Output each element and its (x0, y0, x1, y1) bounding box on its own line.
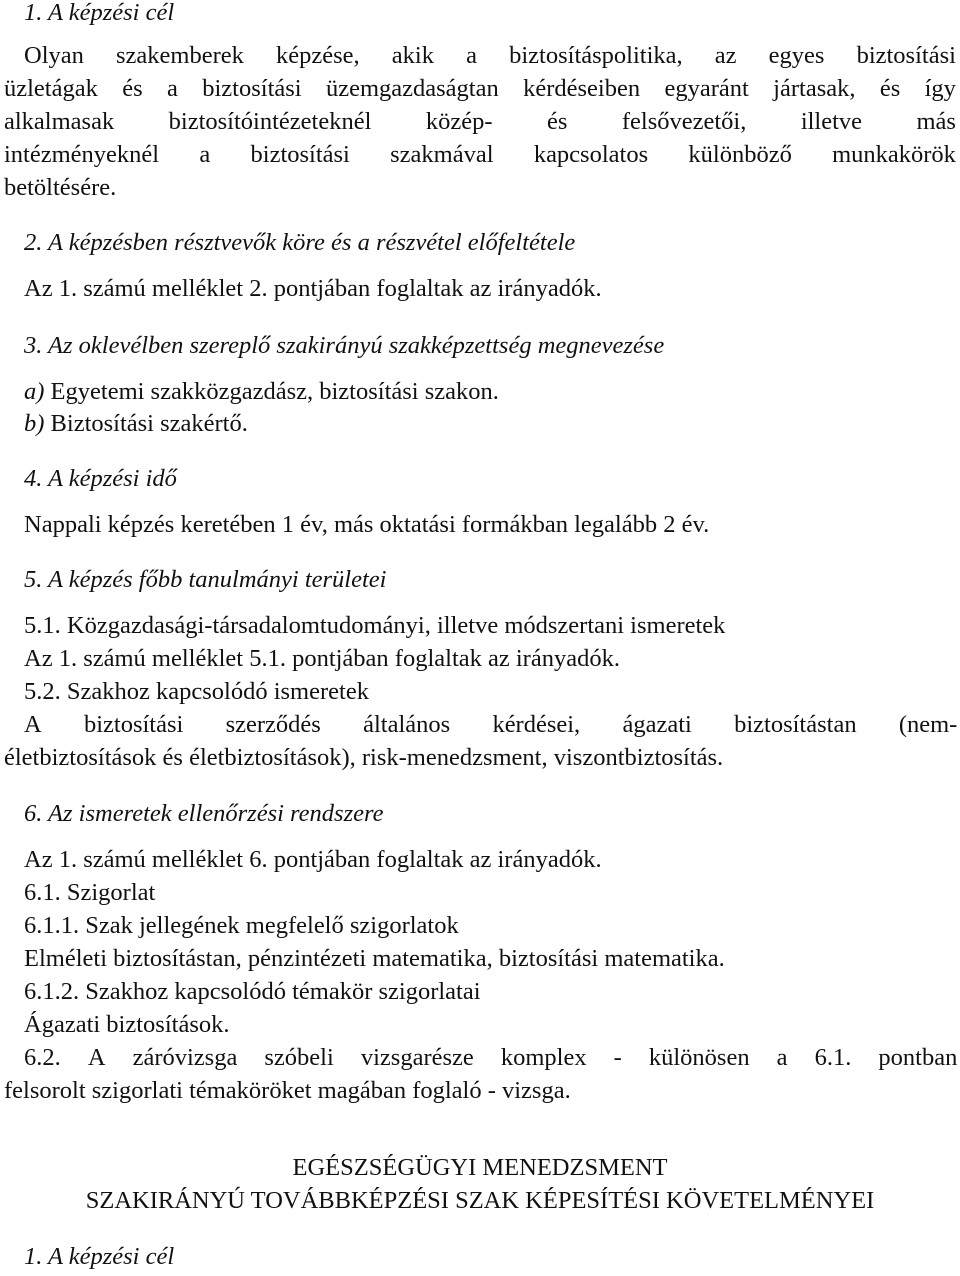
sec5-line-4: A biztosítási szerződés általános kérdései, ágazati biztosítástan (nem- (24, 711, 958, 738)
sec5-line-1: 5.1. Közgazdasági-társadalomtudományi, illetve módszertani ismeretek (24, 612, 726, 639)
sec5-line-5: életbiztosítások és életbiztosítások), risk-menedzsment, viszontbiztosítás. (4, 744, 724, 771)
sec3-item-a (24, 375, 499, 408)
sec6-line-4: Elméleti biztosítástan, pénzintézeti matematika, biztosítási matematika. (24, 945, 725, 972)
item-a-text: Egyetemi szakközgazdász, biztosítási szakon. (44, 378, 499, 405)
sec6-line-7: 6.2. A záróvizsga szóbeli vizsgarésze komplex - különösen a 6.1. pontban (24, 1044, 958, 1071)
section-5-heading: 5. A képzés főbb tanulmányi területei (24, 566, 387, 593)
item-b-text: Biztosítási szakértő. (44, 410, 248, 437)
item-a-marker: a) (24, 378, 45, 405)
item-b-marker: b) (24, 410, 45, 437)
sec1-line-2: üzletágak és a biztosítási üzemgazdaságtan kérdéseiben egyaránt jártasak, és így (4, 75, 956, 102)
sec5-line-3: 5.2. Szakhoz kapcsolódó ismeretek (24, 678, 369, 705)
sec6-line-8: felsorolt szigorlati témaköröket magában foglaló - vizsga. (4, 1077, 571, 1104)
section-6-heading: 6. Az ismeretek ellenőrzési rendszere (24, 800, 384, 827)
sec6-line-3: 6.1.1. Szak jellegének megfelelő szigorlatok (24, 912, 459, 939)
section-4-heading: 4. A képzési idő (24, 465, 177, 492)
sec1-line-5: betöltésére. (4, 174, 117, 201)
section-2-heading: 2. A képzésben résztvevők köre és a részvétel előfeltétele (24, 229, 576, 256)
sec6-line-5: 6.1.2. Szakhoz kapcsolódó témakör szigorlatai (24, 978, 481, 1005)
sec3-item-b (24, 407, 248, 440)
sec1-line-1: Olyan szakemberek képzése, akik a biztosításpolitika, az egyes biztosítási (24, 42, 956, 69)
next-section-1-heading: 1. A képzési cél (24, 1243, 175, 1270)
sec5-line-2: Az 1. számú melléklet 5.1. pontjában foglaltak az irányadók. (24, 645, 620, 672)
sec2-text: Az 1. számú melléklet 2. pontjában foglaltak az irányadók. (24, 275, 602, 302)
sec6-line-2: 6.1. Szigorlat (24, 879, 156, 906)
section-3-heading: 3. Az oklevélben szereplő szakirányú szakképzettség megnevezése (24, 332, 665, 359)
next-title-line-2: SZAKIRÁNYÚ TOVÁBBKÉPZÉSI SZAK KÉPESÍTÉSI KÖVETELMÉNYEI (85, 1187, 875, 1214)
sec6-line-6: Ágazati biztosítások. (24, 1011, 230, 1038)
sec6-line-1: Az 1. számú melléklet 6. pontjában foglaltak az irányadók. (24, 846, 602, 873)
sec1-line-3: alkalmasak biztosítóintézeteknél közép- és felsővezetői, illetve más (4, 108, 956, 135)
sec4-text: Nappali képzés keretében 1 év, más oktatási formákban legalább 2 év. (24, 511, 710, 538)
next-title-line-1: EGÉSZSÉGÜGYI MENEDZSMENT (292, 1154, 668, 1181)
sec1-line-4: intézményeknél a biztosítási szakmával kapcsolatos különböző munkakörök (4, 141, 956, 168)
section-1-heading: 1. A képzési cél (24, 0, 175, 26)
